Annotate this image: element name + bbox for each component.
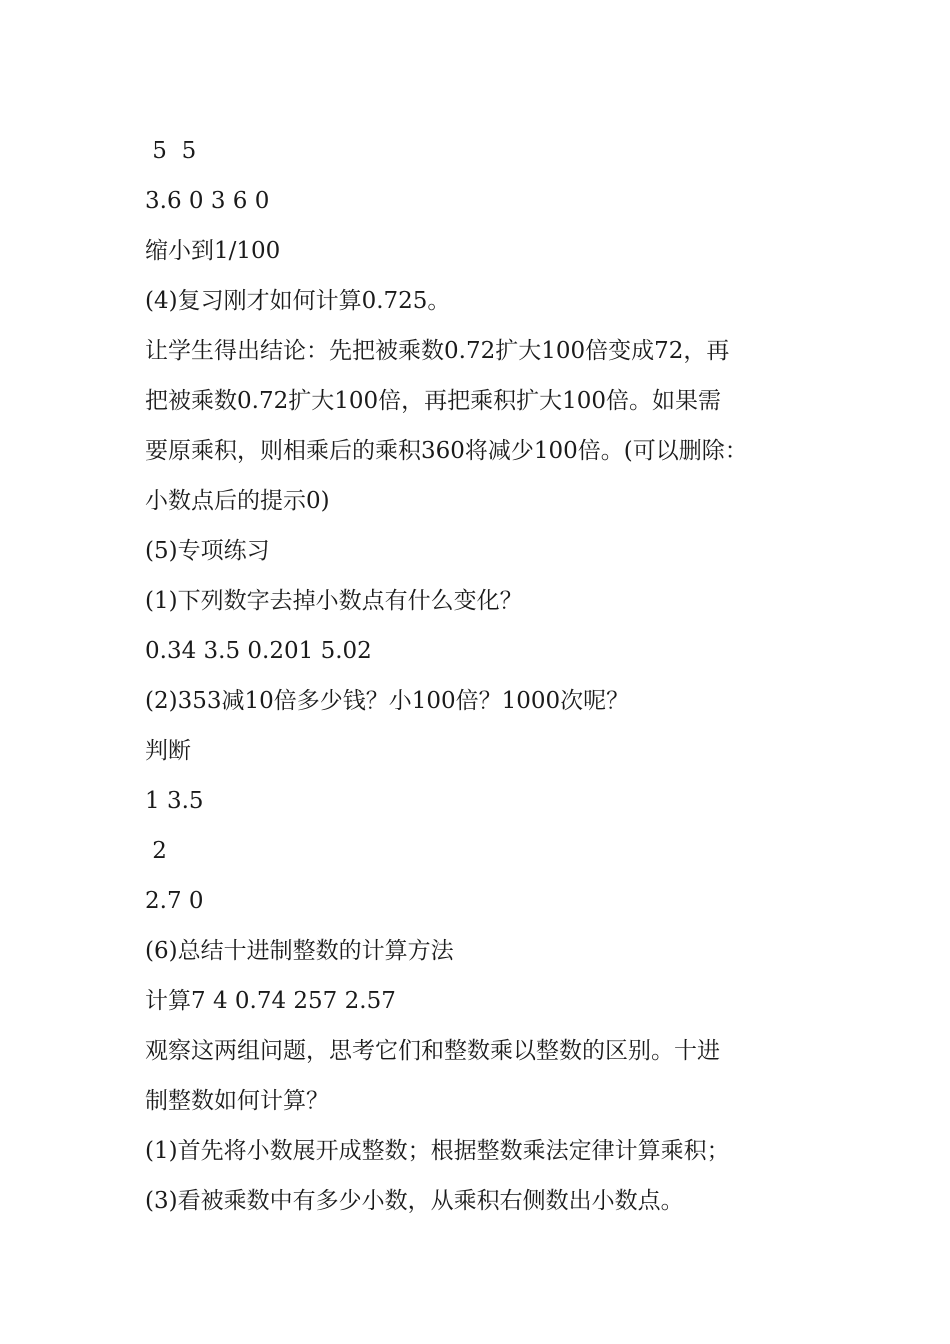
text-line: 把被乘数0.72扩大100倍，再把乘积扩大100倍。如果需 (145, 388, 722, 414)
text-line: (3)看被乘数中有多少小数，从乘积右侧数出小数点。 (145, 1188, 684, 1214)
text-line: 判断 (145, 738, 191, 764)
text-line: (1)首先将小数展开成整数；根据整数乘法定律计算乘积； (145, 1138, 730, 1164)
text-line: 制整数如何计算？ (145, 1088, 329, 1114)
document-body (145, 126, 815, 1226)
text-line: 0.34 3.5 0.201 5.02 (145, 638, 372, 664)
text-line: (1)下列数字去掉小数点有什么变化？ (145, 588, 523, 614)
text-line: 让学生得出结论：先把被乘数0.72扩大100倍变成72，再 (145, 338, 730, 364)
section-heading: (4)复习刚才如何计算0.725。 (145, 288, 451, 314)
text-line: 1 3.5 (145, 788, 204, 814)
text-line: 2.7 0 (145, 888, 204, 914)
text-line: 计算7 4 0.74 257 2.57 (145, 988, 396, 1014)
text-line: 3.6 0 3 6 0 (145, 188, 270, 214)
text-line: 要原乘积，则相乘后的乘积360将减少100倍。(可以删除： (145, 438, 748, 464)
text-line: 小数点后的提示0) (145, 488, 330, 514)
text-line: 2 (145, 838, 167, 864)
section-heading: (6)总结十进制整数的计算方法 (145, 938, 454, 964)
text-line: 5 5 (145, 138, 197, 164)
section-heading: (5)专项练习 (145, 538, 270, 564)
text-line: 观察这两组问题，思考它们和整数乘以整数的区别。十进 (145, 1038, 720, 1064)
text-line: (2)353减10倍多少钱？小100倍？1000次呢？ (145, 688, 630, 714)
text-line: 缩小到1/100 (145, 238, 281, 264)
